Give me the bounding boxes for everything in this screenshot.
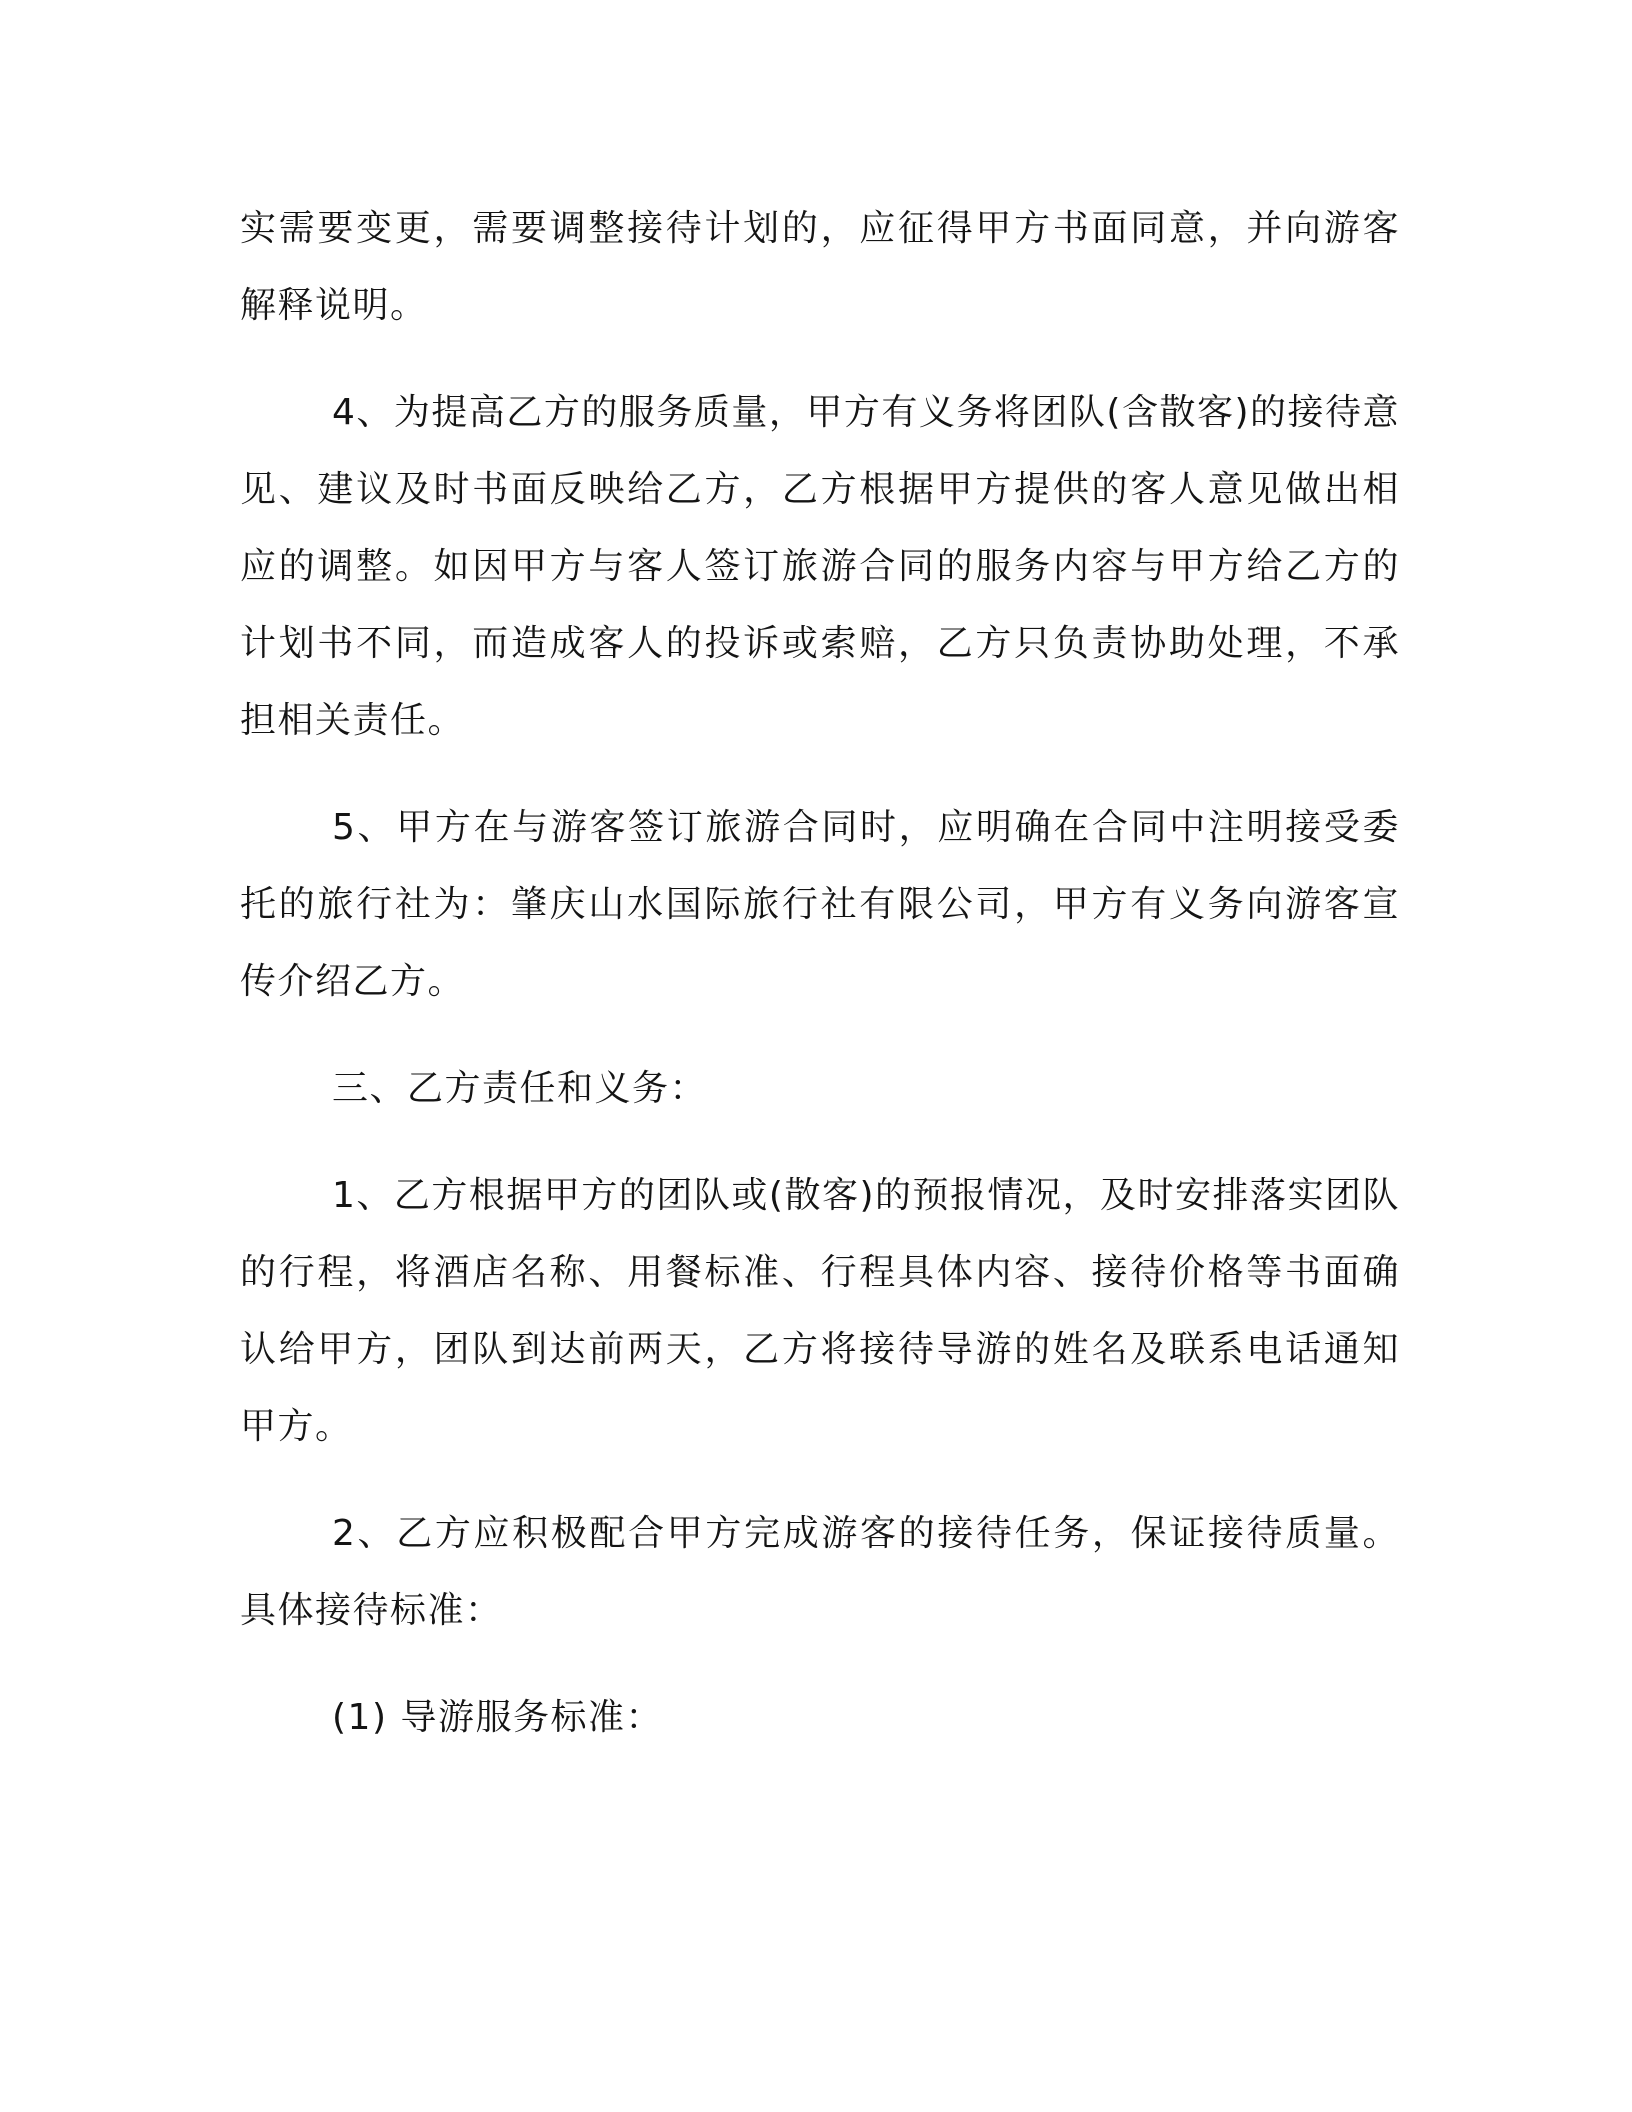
paragraph-party-b-clause-1: 1、乙方根据甲方的团队或(散客)的预报情况，及时安排落实团队的行程，将酒店名称、用餐标准、行程具体内容、接待价格等书面确认给甲方，团队到达前两天，乙方将接待导游的姓名及联系电话通知甲方。 xyxy=(240,1175,1400,1447)
document-body xyxy=(240,190,1400,1756)
subheading-guide-service-standard: (1) 导游服务标准： xyxy=(332,1697,663,1738)
paragraph-clause-5: 5、甲方在与游客签订旅游合同时，应明确在合同中注明接受委托的旅行社为：肇庆山水国际旅行社有限公司，甲方有义务向游客宣传介绍乙方。 xyxy=(240,807,1400,1002)
section-heading-party-b-duties: 三、乙方责任和义务： xyxy=(332,1068,708,1109)
paragraph-party-b-clause-2: 2、乙方应积极配合甲方完成游客的接待任务，保证接待质量。具体接待标准： xyxy=(240,1513,1400,1631)
paragraph-continuation: 实需要变更，需要调整接待计划的，应征得甲方书面同意，并向游客解释说明。 xyxy=(240,208,1400,326)
paragraph-clause-4: 4、为提高乙方的服务质量，甲方有义务将团队(含散客)的接待意见、建议及时书面反映给乙方，乙方根据甲方提供的客人意见做出相应的调整。如因甲方与客人签订旅游合同的服务内容与甲方给乙方的计划书不同，而造成客人的投诉或索赔，乙方只负责协助处理，不承担相关责任。 xyxy=(240,392,1400,741)
